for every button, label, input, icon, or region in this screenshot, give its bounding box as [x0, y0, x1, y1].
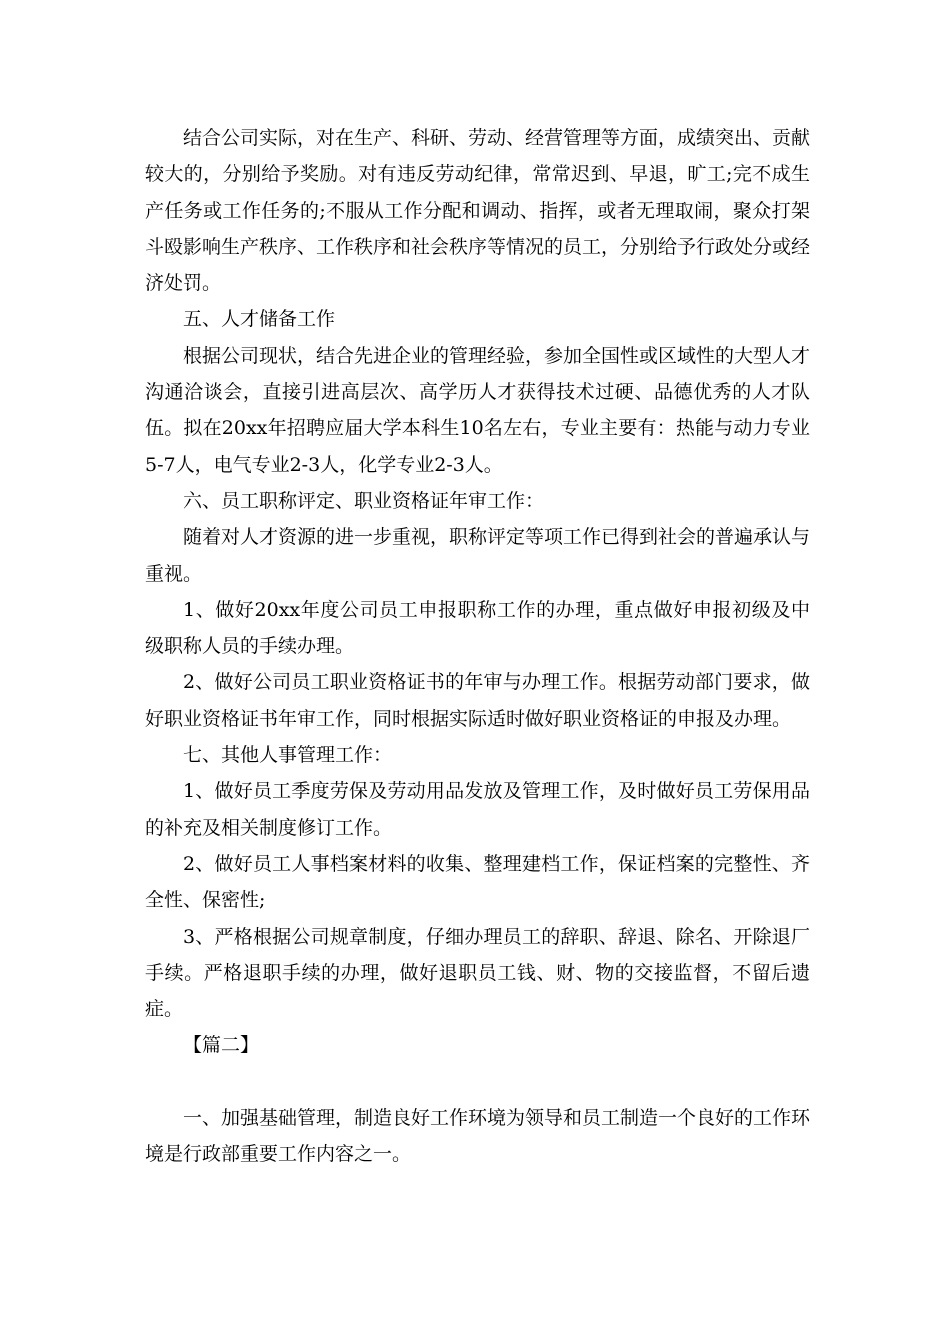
document-body — [145, 120, 810, 1172]
paragraph-talent-recruitment: 根据公司现状，结合先进企业的管理经验，参加全国性或区域性的大型人才沟通洽谈会，直接引进高层次、高学历人才获得技术过硬、品德优秀的人才队伍。拟在20xx年招聘应届大学本科生10名左右，专业主要有：热能与动力专业5-7人，电气专业2-3人，化学专业2-3人。 — [145, 344, 811, 476]
paragraph-title-intro: 随着对人才资源的进一步重视，职称评定等项工作已得到社会的普遍承认与重视。 — [145, 526, 811, 585]
paragraph-title-item-1: 1、做好20xx年度公司员工申报职称工作的办理，重点做好申报初级及中级职称人员的手续办理。 — [145, 598, 810, 658]
paragraph-rewards-penalties: 结合公司实际，对在生产、科研、劳动、经营管理等方面，成绩突出、贡献较大的，分别给予奖励。对有违反劳动纪律，常常迟到、早退，旷工;完不成生产任务或工作任务的;不服从工作分配和调动、指挥，或者无理取闹，聚众打架斗殴影响生产秩序、工作秩序和社会秩序等情况的员工，分别给予行政处分或经济处罚。 — [145, 127, 811, 295]
paragraph-other-item-3: 3、严格根据公司规章制度，仔细办理员工的辞职、辞退、除名、开除退厂手续。严格退职手续的办理，做好退职员工钱、财、物的交接监督，不留后遗症。 — [145, 925, 810, 1021]
paragraph-title-item-2: 2、做好公司员工职业资格证书的年审与办理工作。根据劳动部门要求，做好职业资格证书年审工作，同时根据实际适时做好职业资格证的申报及办理。 — [145, 671, 810, 730]
heading-title-evaluation: 六、员工职称评定、职业资格证年审工作： — [183, 489, 545, 512]
paragraph-other-item-2: 2、做好员工人事档案材料的收集、整理建档工作，保证档案的完整性、齐全性、保密性; — [145, 852, 810, 912]
spacer — [145, 1064, 810, 1100]
section-marker-part-two: 【篇二】 — [183, 1034, 260, 1057]
paragraph-basic-management: 一、加强基础管理，制造良好工作环境为领导和员工制造一个良好的工作环境是行政部重要工作内容之一。 — [145, 1106, 811, 1166]
heading-other-hr: 七、其他人事管理工作： — [183, 744, 393, 767]
heading-talent-reserve: 五、人才储备工作 — [183, 308, 336, 331]
paragraph-other-item-1: 1、做好员工季度劳保及劳动用品发放及管理工作，及时做好员工劳保用品的补充及相关制度修订工作。 — [145, 780, 810, 839]
